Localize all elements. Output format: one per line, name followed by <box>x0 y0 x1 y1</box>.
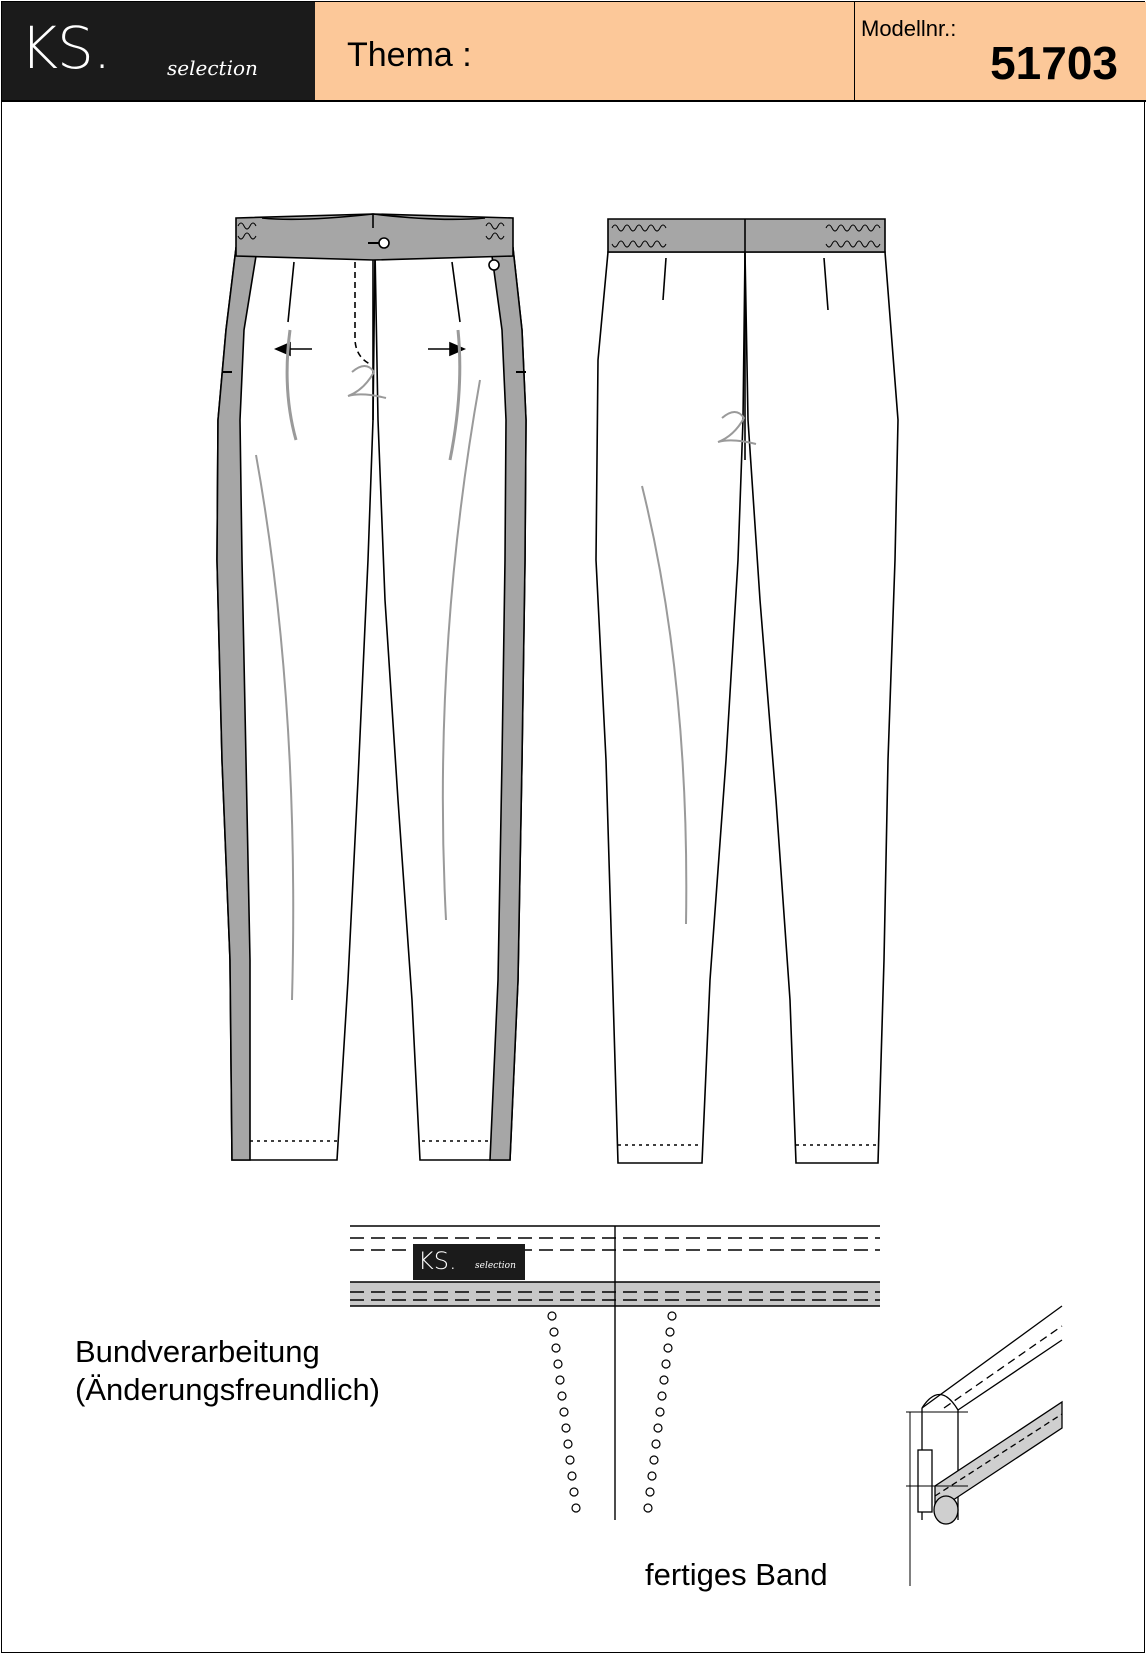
finished-band-label: fertiges Band <box>645 1557 828 1592</box>
front-button-icon <box>379 238 389 248</box>
finished-band-cross-section <box>906 1306 1062 1586</box>
back-right-leg-outline <box>745 252 898 1163</box>
waistband-note: (Änderungsfreundlich) <box>75 1372 381 1407</box>
logo-main-text: KS. <box>20 14 111 82</box>
waistband-title: Bundverarbeitung <box>75 1334 320 1369</box>
label-logo-sub: selection <box>475 1261 516 1271</box>
label-logo <box>413 1244 525 1280</box>
trousers-front-view <box>217 214 526 1160</box>
elastic-loop-stitches <box>548 1312 676 1512</box>
side-button-icon <box>489 260 499 270</box>
thema-label: Thema : <box>347 36 472 74</box>
back-waistband <box>608 219 885 252</box>
model-label: Modellnr.: <box>861 16 957 41</box>
model-number: 51703 <box>990 37 1118 89</box>
back-left-leg-outline <box>596 252 745 1163</box>
logo-sub-text: selection <box>167 56 258 80</box>
trousers-back-view <box>596 219 898 1163</box>
label-logo-main: KS. <box>418 1247 457 1275</box>
front-waistband <box>236 214 513 260</box>
